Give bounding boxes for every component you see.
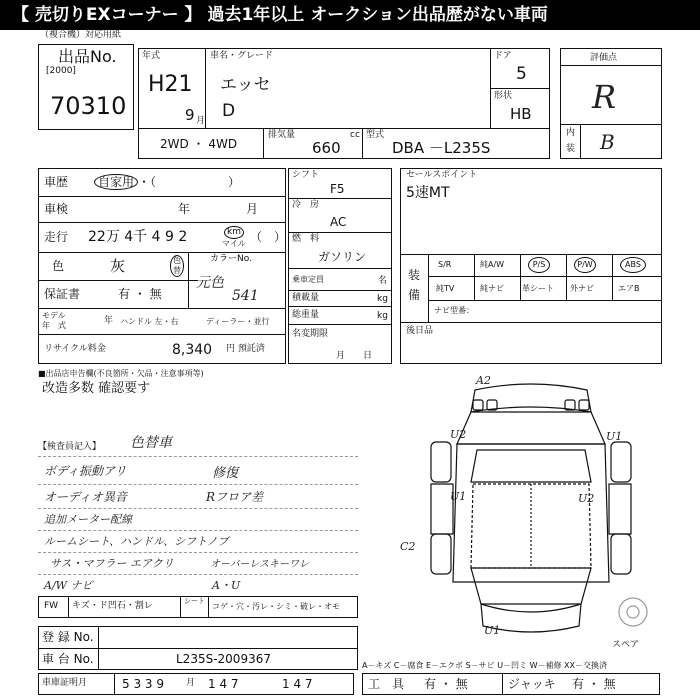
- color-handwritten: 元色: [196, 275, 224, 291]
- score-value: R: [592, 78, 617, 116]
- inspection-year-unit: 年: [178, 202, 191, 216]
- car-damage-diagram: [395, 372, 667, 644]
- color-no-label: カラーNo.: [210, 254, 252, 264]
- model-year-era: H21: [148, 72, 193, 97]
- spare-tire: [619, 598, 647, 626]
- shift-value: F5: [330, 182, 345, 196]
- remarks-text: 改造多数 確認要す: [42, 381, 151, 396]
- car-name-label: 車名・グレード: [210, 51, 274, 61]
- warranty-value: 有 ・ 無: [118, 287, 162, 301]
- mileage-bracket: （ ）: [250, 230, 287, 244]
- lot-label: 出品No.: [58, 47, 117, 66]
- equip-ext-navi: 外ナビ: [570, 284, 594, 293]
- load-label: 積載量: [292, 293, 320, 303]
- name-change-unit: 月 日: [336, 351, 373, 361]
- model-year-label: 年式: [142, 51, 161, 61]
- equip-navi: 純ナビ: [480, 284, 504, 293]
- certificate-digits: 5 3 3 9: [122, 677, 164, 691]
- sales-point-label: セールスポイント: [406, 170, 478, 180]
- defect-seat-items: コゲ・穴・汚レ・シミ・破レ・オモ: [212, 602, 340, 611]
- equip-abs: ABS: [620, 257, 646, 273]
- registration-label: 登 録 No.: [42, 630, 94, 644]
- color-label: 色: [52, 259, 65, 273]
- spare-label: スペア: [612, 640, 640, 650]
- equip-pw: P/W: [574, 257, 596, 273]
- warranty-label: 保証書: [44, 287, 81, 301]
- inspector-right-2: Rフロア差: [206, 490, 264, 504]
- model-code-label: 型式: [366, 130, 385, 140]
- inspector-header: 【検査員記入】: [38, 442, 102, 452]
- rear-bumper-outline: [471, 384, 591, 412]
- diagram-mark-u1-left: U1: [450, 490, 467, 503]
- load-unit: kg: [377, 294, 388, 304]
- sales-point-value: 5速MT: [406, 185, 450, 201]
- certificate-month: 月: [186, 678, 196, 688]
- lot-year-tag: [2000]: [46, 66, 76, 76]
- weight-unit: kg: [377, 311, 388, 321]
- model-year-month-unit: 月: [196, 116, 206, 126]
- banner-title: 【 売切りEXコーナー 】 過去1年以上 オークション出品歴がない車両: [12, 5, 548, 25]
- drive-type: 2WD ・ 4WD: [160, 137, 238, 151]
- mileage-unit-mile: マイル: [222, 239, 246, 248]
- interior-value: B: [600, 130, 615, 154]
- equipment-label-top: 装: [408, 268, 421, 282]
- history-circled: 自家用: [94, 174, 138, 190]
- capacity-label: 乗車定員: [292, 275, 324, 284]
- equip-airbag: エアB: [618, 284, 640, 293]
- tools-label: 工 具: [368, 677, 405, 691]
- equip-tv: 純TV: [436, 284, 455, 293]
- mileage-label: 走行: [44, 230, 69, 244]
- ac-label: 冷 房: [292, 200, 320, 210]
- model-year-row-dealer: ディーラー・並行: [206, 317, 270, 326]
- color-code-handwritten: 541: [232, 288, 259, 304]
- inspector-line-5: サス・マフラー エアクリ: [50, 557, 174, 570]
- mileage-unit-km: km: [224, 226, 244, 239]
- fuel-label: 燃 料: [292, 234, 320, 244]
- model-year-row-handle: ハンドル 左・右: [120, 317, 179, 326]
- tools-value: 有 ・ 無: [424, 677, 468, 691]
- displacement-value: 660: [312, 139, 341, 157]
- rear-left-wheel: [431, 442, 451, 482]
- model-year-month: 9: [185, 106, 195, 124]
- diagram-mark-u1-front: U1: [484, 624, 501, 637]
- chassis-label: 車 台 No.: [42, 652, 94, 666]
- color-change-label: 色替: [170, 255, 184, 277]
- body-shape-value: HB: [510, 105, 532, 123]
- equip-ps-wrap: [528, 257, 550, 273]
- rear-right-wheel: [611, 442, 631, 482]
- recycle-value: 8,340: [172, 342, 213, 358]
- body-shape-label: 形状: [494, 91, 513, 101]
- mileage-value: 22万 4千 4 9 2: [88, 229, 188, 245]
- capacity-unit: 名: [378, 276, 388, 286]
- equip-abs-wrap: [620, 257, 646, 273]
- doors-value: 5: [516, 64, 527, 84]
- diagram-mark-a2: A2: [476, 374, 491, 387]
- model-year-row-label-bottom: 年 式: [42, 321, 66, 330]
- certificate-n2: 1 4 7: [282, 677, 313, 691]
- diagram-mark-u2-left: U2: [450, 428, 467, 441]
- fuel-value: ガソリン: [318, 250, 367, 264]
- equip-ps: P/S: [528, 257, 550, 273]
- equip-sr: S/R: [438, 260, 452, 269]
- banner: [0, 0, 700, 30]
- inspection-label: 車検: [44, 202, 69, 216]
- history-label: 車歴: [44, 175, 69, 189]
- history-rest: ・（ ）: [138, 175, 241, 189]
- front-left-wheel: [431, 534, 451, 574]
- equipment-label-bottom: 備: [408, 288, 421, 302]
- displacement-label: 排気量: [268, 130, 296, 140]
- car-grade: D: [222, 101, 236, 121]
- inspector-right-1: 修復: [212, 466, 239, 481]
- model-year-row-unit: 年: [104, 316, 114, 326]
- equip-navi-model: ナビ型番：: [434, 306, 474, 315]
- inspection-month-unit: 月: [246, 202, 259, 216]
- form-type: （複合機）対応用紙: [40, 30, 122, 40]
- defect-items: キズ・ド凹石・割レ: [72, 601, 153, 611]
- inspector-line-6: A/W ナビ: [44, 579, 93, 592]
- car-name: エッセ: [220, 75, 271, 95]
- inspector-line-1: ボディ振動アリ: [44, 464, 127, 478]
- equip-leather: 革シート: [522, 284, 554, 293]
- recycle-label: リサイクル料金: [44, 344, 106, 354]
- inspector-line-3: 追加メーター配線: [44, 513, 132, 526]
- inspector-line-2: オーディオ異音: [44, 490, 128, 504]
- certificate-label: 車庫証明月: [42, 678, 88, 688]
- score-label: 評価点: [590, 53, 618, 63]
- history-value: [94, 175, 240, 189]
- diagram-mark-c2: C2: [400, 540, 416, 553]
- chassis-value: L235S-2009367: [176, 652, 271, 666]
- doors-label: ドア: [494, 51, 512, 61]
- recycle-unit: 円 預託済: [226, 344, 265, 354]
- equip-pw-wrap: [574, 257, 596, 273]
- damage-legend: A－キズ C－腐食 E－エクボ S－サビ U－凹ミ W－補修 XX－交換済: [362, 661, 608, 670]
- diagram-mark-u1-right: U1: [606, 430, 623, 443]
- inspector-line-4: ルームシート、ハンドル、シフトノブ: [44, 535, 229, 548]
- ac-value: AC: [330, 215, 347, 229]
- displacement-unit: cc: [350, 130, 360, 140]
- name-change-label: 名変期限: [292, 329, 329, 339]
- color-value: 灰: [110, 257, 126, 275]
- trunk-outline: [457, 412, 605, 444]
- interior-label-bottom: 装: [566, 144, 576, 154]
- inspector-right-6: A・U: [212, 579, 241, 592]
- defect-seat-label: シート: [184, 597, 205, 605]
- after-notes-label: 後日品: [406, 326, 434, 336]
- weight-label: 総重量: [292, 310, 320, 320]
- lot-number: 70310: [50, 92, 127, 120]
- front-right-wheel: [611, 534, 631, 574]
- certificate-n1: 1 4 7: [208, 677, 239, 691]
- model-year-row-label-top: モデル: [42, 311, 66, 320]
- jack-label: ジャッキ: [508, 677, 556, 691]
- shift-label: シフト: [292, 170, 320, 180]
- interior-label-top: 内: [566, 128, 576, 138]
- remarks-header: ■出品店申告欄(不良箇所・欠品・注意事項等): [38, 369, 204, 378]
- inspector-repaint: 色替車: [130, 435, 172, 451]
- model-code-value: DBA －L235S: [392, 139, 491, 157]
- diagram-mark-u2-right: U2: [578, 492, 595, 505]
- inspector-right-5: オーバーレスキーワレ: [210, 559, 309, 570]
- defect-label: FW: [44, 601, 59, 611]
- equip-alloy: 純A/W: [480, 260, 505, 269]
- jack-value: 有 ・ 無: [572, 677, 616, 691]
